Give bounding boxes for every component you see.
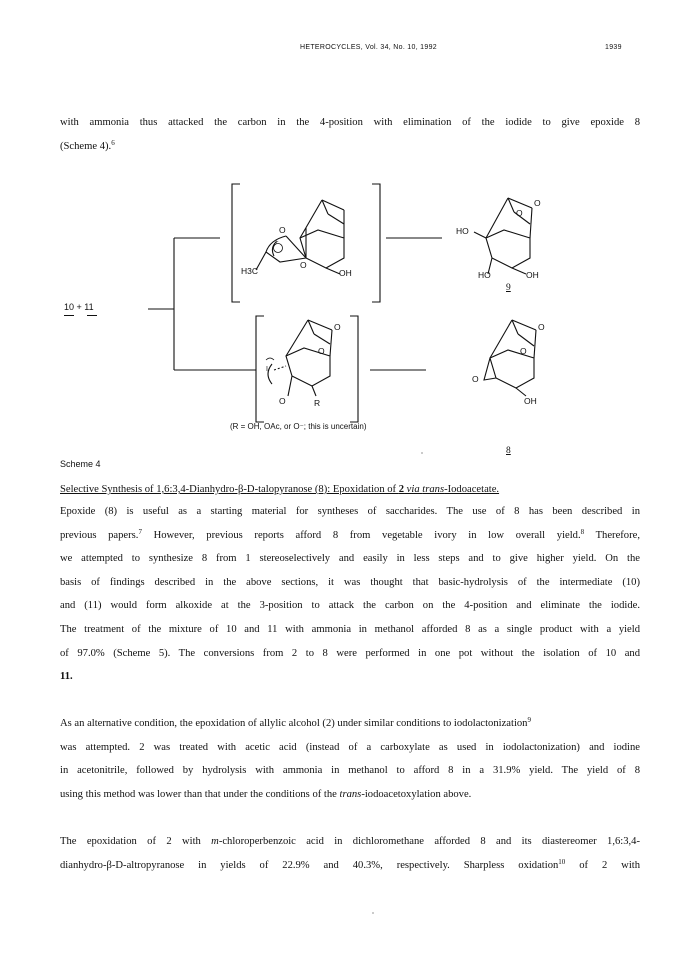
intro-line-2 <box>60 135 640 159</box>
body1-line-5: and (11) would form alkoxide at the 3-position to attack the carbon on the 4-position and eliminate the iodide. <box>60 600 640 612</box>
body1-line-7: of 97.0% (Scheme 5). The conversions from 2 to 8 were performed in one pot without the isolation of 10 and <box>60 647 640 659</box>
heading-text-c: -Iodoacetate. <box>444 484 500 495</box>
product-8-bridge-o-label: O <box>538 322 545 332</box>
intro-line-1: with ammonia thus attacked the carbon in the 4-position with elimination of the iodide to give epoxide 8 <box>60 117 640 128</box>
body-paragraph-3 <box>60 830 640 877</box>
lower-bracket-right <box>350 316 358 422</box>
body1-line-6: The treatment of the mixture of 10 and 11 with ammonia in methanol afforded 8 as a single product with a yield <box>60 623 640 635</box>
body1-l2a: previous papers. <box>60 529 139 541</box>
heading-text-a: Selective Synthesis of 1,6:3,4-Dianhydro-β- <box>60 484 247 495</box>
scan-speck <box>421 452 423 454</box>
body2-line-4 <box>60 783 640 807</box>
product-9-oh-label: OH <box>526 270 539 280</box>
upper-plus-label: + <box>275 240 279 246</box>
section-heading <box>60 484 640 495</box>
ref-7: 7 <box>138 527 142 536</box>
body3-line-2 <box>60 854 640 878</box>
ref-10: 10 <box>558 857 566 866</box>
upper-oh-label: OH <box>339 268 352 278</box>
heading-compound-2: 2 <box>398 484 405 495</box>
intro-text: (Scheme 4). <box>60 140 112 152</box>
body1-line-1: Epoxide (8) is useful as a starting material for syntheses of saccharides. The use of 8 has been described in <box>60 506 640 517</box>
upper-o-label: O <box>279 225 286 235</box>
lower-iodine-label: I <box>266 366 268 373</box>
upper-ring-o-label: O <box>300 260 307 270</box>
body3-l1a: The epoxidation of 2 with <box>60 836 212 847</box>
body1-line-8: 11. <box>60 671 73 683</box>
upper-bracket-left <box>232 184 240 302</box>
lower-ring-o-label: O <box>318 346 325 356</box>
body2-line-1 <box>60 712 640 736</box>
r-group-note: (R = OH, OAc, or O⁻; this is uncertain) <box>230 422 367 431</box>
body3-l2a: dianhydro-β-D-altropyranose in yields of 22.9% and 40.3%, respectively. Sharpless oxidation <box>60 859 559 871</box>
product-9-ring-o-label: O <box>516 208 523 218</box>
scan-speck <box>372 912 374 914</box>
ref-9: 9 <box>527 716 531 724</box>
product-9-bridge-o-label: O <box>534 198 541 208</box>
heading-text-b: -talopyranose (8): Epoxidation of <box>254 484 399 495</box>
running-header <box>0 44 695 58</box>
upper-methyl-label: H3C <box>241 266 259 276</box>
product-9-ho-label: HO <box>456 226 469 236</box>
body3-line-1 <box>60 830 640 854</box>
body2-trans: trans <box>339 788 362 800</box>
body3-meta: m <box>211 836 219 847</box>
intro-paragraph <box>60 111 640 158</box>
scheme-caption: Scheme 4 <box>60 459 101 469</box>
page-number: 1939 <box>605 44 622 51</box>
body3-l2b: of 2 with <box>565 859 641 871</box>
body-paragraph-2 <box>60 712 640 806</box>
body1-line-2 <box>60 524 640 548</box>
product-8-structure <box>484 320 536 396</box>
lower-r-label: R <box>314 398 321 408</box>
body1-line-3: we attempted to synthesize 8 from 1 stereoselectively and easily in less steps and to give higher yield. On the <box>60 553 640 565</box>
compound-9-number: 9 <box>506 283 511 293</box>
product-8-oh-label: OH <box>524 396 537 406</box>
body1-l2b: However, previous reports afford 8 from vegetable ivory in low overall yield. <box>141 529 581 541</box>
product-9-structure <box>474 198 532 274</box>
lower-bridge-o-label: O <box>334 322 341 332</box>
reactants-label: 10 + 11 <box>64 302 94 312</box>
body2-line-2: was attempted. 2 was treated with acetic acid (instead of a carboxylate as used in iodolactonization) and iodine <box>60 741 640 753</box>
compound-8-number: 8 <box>506 446 511 456</box>
scheme-4-diagram <box>60 170 640 470</box>
lower-o-label: O <box>279 396 286 406</box>
body3-l1b: -chloroperbenzoic acid in dichloromethane afforded 8 and its diastereomer 1,6:3,4- <box>218 836 641 847</box>
body2-l4b: -iodoacetoxylation above. <box>361 788 472 800</box>
body2-line-3: in acetonitrile, followed by hydrolysis with ammonia in methanol to afford 8 in a 31.9% yield. The yield of 8 <box>60 765 640 777</box>
ref-8: 8 <box>580 527 585 536</box>
lower-bracket-left <box>256 316 264 422</box>
heading-trans: trans <box>422 484 445 495</box>
body1-line-4: basis of findings described in the above sections, it was thought that basic-hydrolysis of the intermediate (10) <box>60 576 640 588</box>
upper-bracket-right <box>372 184 380 302</box>
lower-intermediate-structure <box>266 320 332 396</box>
body1-l2c: Therefore, <box>584 529 640 541</box>
product-8-epoxide-o-label: O <box>472 374 479 384</box>
body2-l4a: using this method was lower than that under the conditions of the <box>60 788 340 800</box>
journal-citation: HETEROCYCLES, Vol. 34, No. 10, 1992 <box>300 44 437 51</box>
body-paragraph-1 <box>60 500 640 689</box>
product-8-ring-o-label: O <box>520 346 527 356</box>
ref-6: 6 <box>111 138 115 147</box>
body2-l1a: As an alternative condition, the epoxidation of allylic alcohol (2) under similar conditions to iodolactonization <box>60 718 528 729</box>
heading-d-config: D <box>246 484 255 495</box>
product-9-ho2-label: HO <box>478 270 491 280</box>
heading-via: via <box>404 484 423 495</box>
